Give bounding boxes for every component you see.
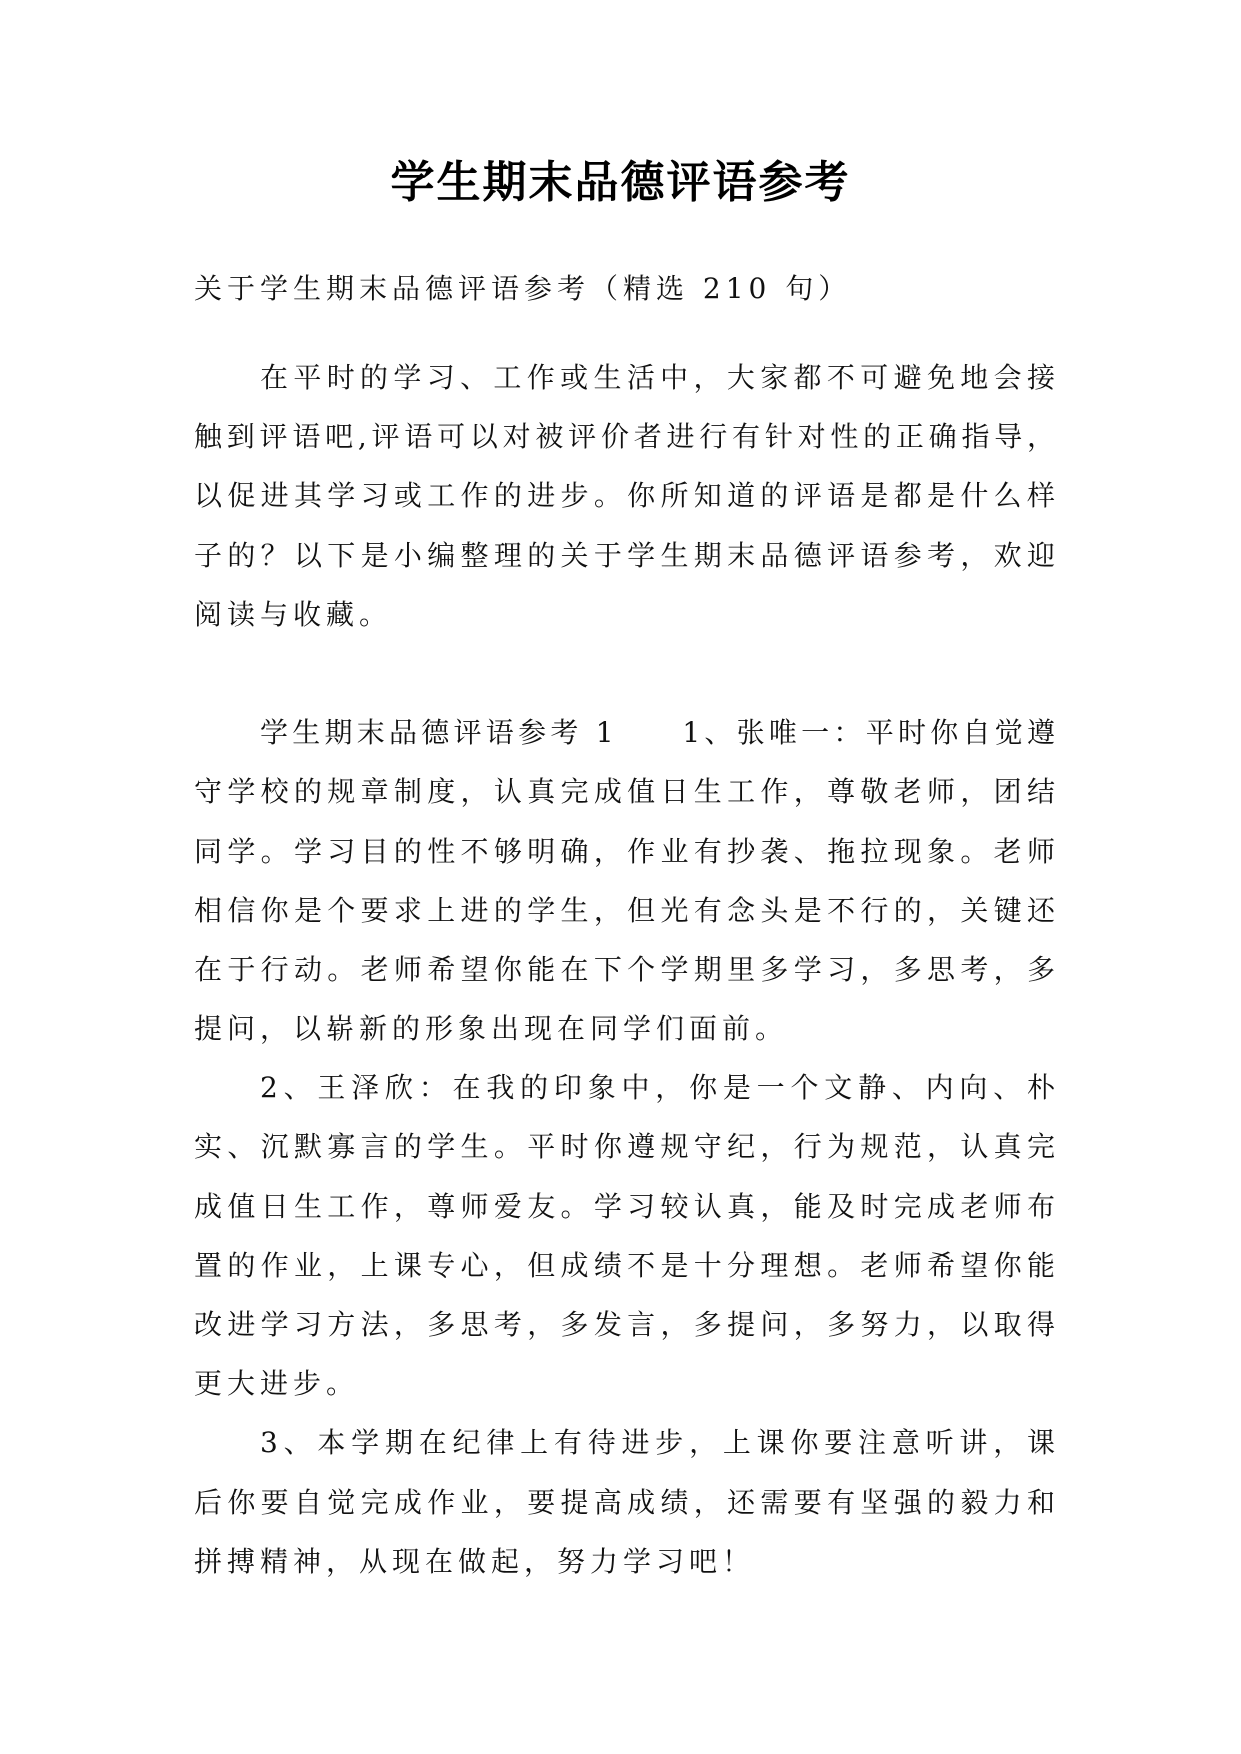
text-line: 以促进其学习或工作的进步。你所知道的评语是都是什么样	[194, 479, 1058, 513]
text-line: 提问，以崭新的形象出现在同学们面前。	[194, 1012, 789, 1046]
paragraph-comment-1	[194, 703, 1058, 1058]
text-line: 在于行动。老师希望你能在下个学期里多学习，多思考，多	[194, 952, 1058, 986]
text-line: 实、沉默寡言的学生。平时你遵规守纪，行为规范，认真完	[194, 1130, 1058, 1164]
text-line: 在平时的学习、工作或生活中，大家都不可避免地会接	[260, 361, 1058, 394]
document-subtitle: 关于学生期末品德评语参考（精选 210 句）	[194, 272, 852, 305]
text-line: 学生期末品德评语参考 1 1、张唯一：平时你自觉遵	[260, 716, 1058, 750]
blank-line	[194, 644, 1058, 703]
text-line: 改进学习方法，多思考，多发言，多提问，多努力，以取得	[194, 1308, 1058, 1341]
text-line: 后你要自觉完成作业，要提高成绩，还需要有坚强的毅力和	[194, 1485, 1058, 1519]
text-line: 3、本学期在纪律上有待进步，上课你要注意听讲，课	[260, 1426, 1058, 1460]
paragraph-comment-2	[194, 1058, 1058, 1413]
text-line: 更大进步。	[194, 1367, 360, 1401]
paragraph-comment-3	[194, 1413, 1058, 1591]
document-title: 学生期末品德评语参考	[390, 157, 851, 208]
paragraph-intro	[194, 348, 1058, 644]
text-line: 阅读与收藏。	[194, 597, 393, 631]
text-line: 置的作业，上课专心，但成绩不是十分理想。老师希望你能	[194, 1248, 1058, 1282]
text-line: 守学校的规章制度，认真完成值日生工作，尊敬老师，团结	[194, 775, 1058, 809]
text-line: 成值日生工作，尊师爱友。学习较认真，能及时完成老师布	[194, 1189, 1058, 1223]
text-line: 子的？以下是小编整理的关于学生期末品德评语参考，欢迎	[194, 538, 1058, 572]
text-line: 相信你是个要求上进的学生，但光有念头是不行的，关键还	[194, 893, 1058, 927]
text-line: 2、王泽欣：在我的印象中，你是一个文静、内向、朴	[260, 1071, 1058, 1105]
text-line: 触到评语吧,评语可以对被评价者进行有针对性的正确指导，	[194, 420, 1058, 454]
text-line: 同学。学习目的性不够明确，作业有抄袭、拖拉现象。老师	[194, 834, 1058, 868]
document-body	[194, 348, 1058, 1591]
text-line: 拼搏精神，从现在做起，努力学习吧！	[194, 1544, 756, 1578]
